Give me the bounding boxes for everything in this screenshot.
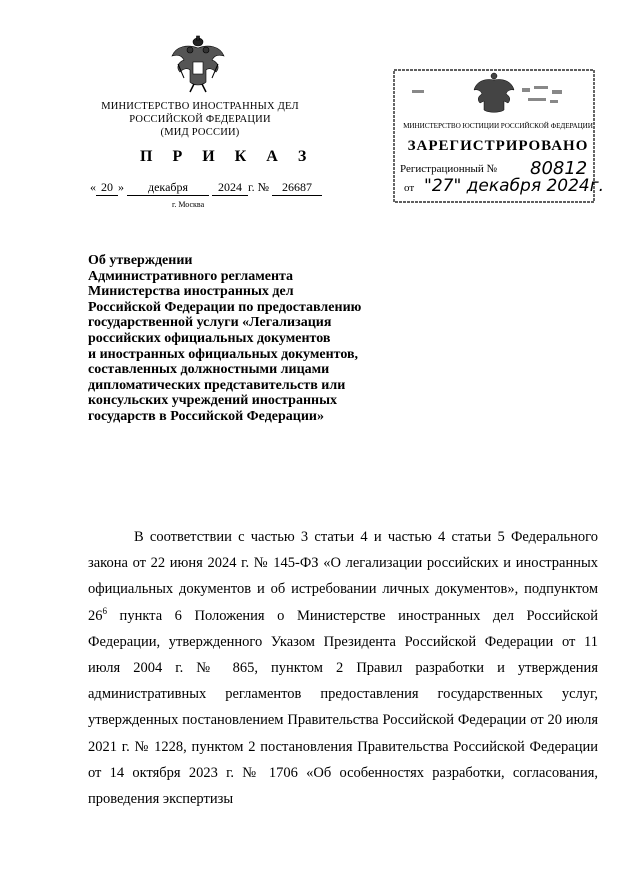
date-open-quote: « — [90, 180, 96, 194]
stamp-date-value: "27" декабря 2024г. — [424, 176, 605, 196]
title-line: Административного регламента — [88, 268, 294, 284]
order-date-number — [90, 180, 322, 196]
title-line: дипломатических представительств или — [88, 377, 346, 393]
title-line: Российской Федерации по предоставлению — [88, 299, 362, 315]
city: г. Москва — [172, 200, 205, 209]
title-line: Об утверждении — [88, 253, 193, 268]
date-month: декабря — [127, 180, 209, 196]
number-label: № — [257, 180, 270, 194]
ministry-name — [80, 100, 320, 139]
body-text-part2: пункта 6 Положения о Министерстве иностранных дел Российской Федерации, утвержденного Указом Президента Российской Федерации от 11 июля 2004 г. № 865, пунктом 2 Правил разработки и утверждения административных регламентов предоставления государственных услуг, утвержденных постановлением Правительства Российской Федерации от 20 июля 2021 г. № 1228, пунктом 2 постановления Правительства Российской Федерации от 14 октября 2023 г. № 1706 «Об особенностях разработки, согласования, проведения экспертизы — [88, 607, 598, 808]
title-line: консульских учреждений иностранных — [88, 393, 338, 409]
stamp-date-label: от — [404, 182, 415, 194]
stamp-reg-label: Регистрационный № — [400, 163, 498, 175]
title-line: Министерства иностранных дел — [88, 284, 294, 300]
stamp-reg-number: 80812 — [530, 158, 588, 179]
ministry-line: МИНИСТЕРСТВО ИНОСТРАННЫХ ДЕЛ — [101, 101, 299, 112]
title-line: составленных должностными лицами — [88, 362, 330, 378]
document-type: П Р И К А З — [140, 148, 315, 165]
title-line: и иностранных официальных документов, — [88, 346, 359, 362]
document-body — [88, 524, 598, 812]
ministry-line: РОССИЙСКОЙ ФЕДЕРАЦИИ — [129, 114, 271, 125]
title-line: государственной услуги «Легализация — [88, 315, 332, 331]
date-year-suffix: г. — [248, 180, 255, 194]
stamp-registered: ЗАРЕГИСТРИРОВАНО — [407, 138, 589, 154]
body-text-part1: В соответствии с частью 3 статьи 4 и частью 4 статьи 5 Федерального закона от 22 июня 2024 г. № 145-ФЗ «О легализации российских и иностранных официальных документов и об истребовании личных документов», подпунктом 26 — [88, 529, 598, 624]
state-emblem-icon — [170, 34, 226, 94]
order-number: 26687 — [272, 180, 322, 196]
date-day: 20 — [96, 180, 118, 196]
date-close-quote: » — [118, 180, 124, 194]
title-line: государств в Российской Федерации» — [88, 408, 324, 424]
body-superscript: 6 — [102, 605, 107, 616]
date-year: 2024 — [212, 180, 248, 196]
body-paragraph — [88, 524, 598, 812]
stamp-department: МИНИСТЕРСТВО ЮСТИЦИИ РОССИЙСКОЙ ФЕДЕРАЦИИ — [403, 122, 593, 130]
ministry-line: (МИД РОССИИ) — [160, 127, 240, 138]
title-line: российских официальных документов — [88, 330, 331, 346]
document-title — [88, 253, 418, 425]
